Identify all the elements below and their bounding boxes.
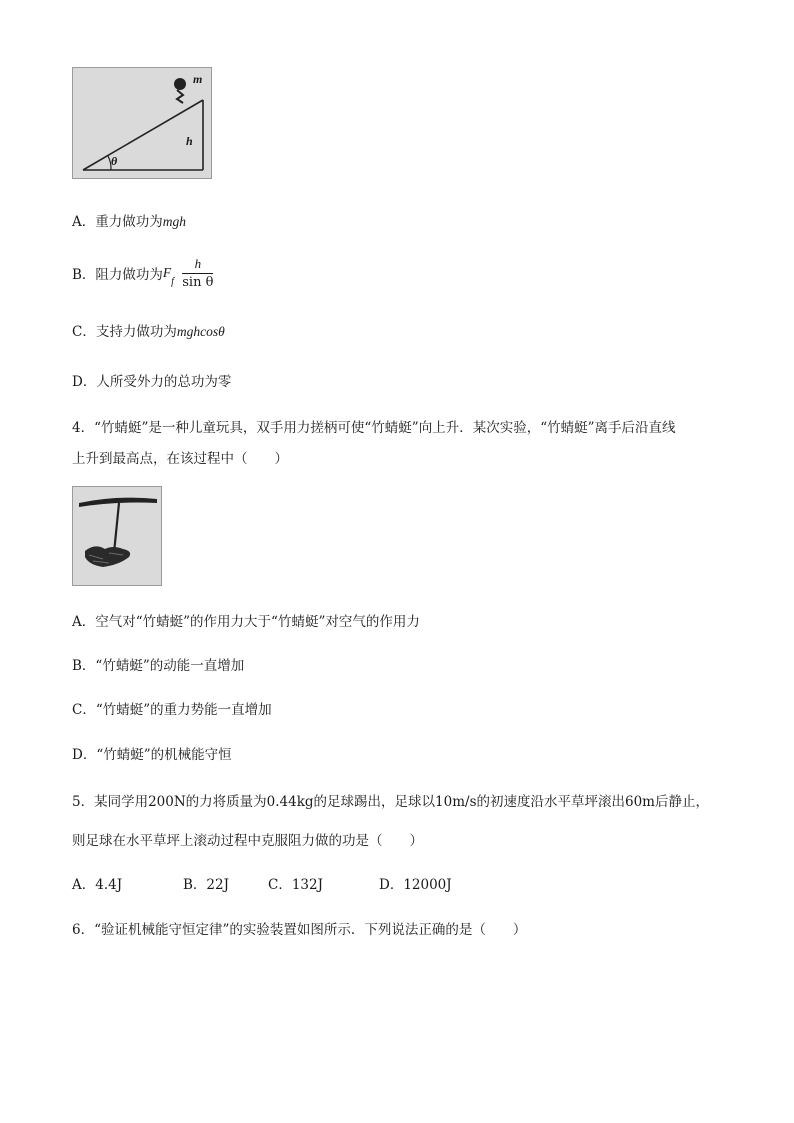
- q5-option-c: C．132J: [268, 877, 324, 893]
- q3-option-c: [72, 320, 225, 340]
- q5-stem-line2: 则足球在水平草坪上滚动过程中克服阻力做的功是（ ）: [72, 833, 423, 849]
- incline-figure: [72, 67, 212, 179]
- q5-option-a: A．4.4J: [72, 877, 123, 893]
- propeller-stick: [114, 503, 119, 553]
- q4-stem-line2: 上升到最高点，在该过程中（ ）: [72, 451, 288, 467]
- q3-option-d-text: D．人所受外力的总功为零: [72, 374, 232, 390]
- mass-label: m: [193, 72, 203, 86]
- q3-option-b-sub: f: [171, 276, 174, 288]
- q5-option-b: B．22J: [183, 877, 230, 893]
- q3-option-a: [72, 210, 186, 230]
- q4-option-d: D．“竹蜻蜓”的机械能守恒: [72, 747, 232, 763]
- q3-option-b-fraction: [182, 256, 213, 290]
- person-body: [177, 90, 183, 103]
- q4-stem-line1: 4．“竹蜻蜓”是一种儿童玩具，双手用力搓柄可使“竹蜻蜓”向上升．某次实验，“竹蜻蜓”离手后沿直线: [72, 420, 676, 436]
- incline-slope: [83, 100, 203, 170]
- q3-option-a-math: mgh: [162, 214, 186, 229]
- q3-option-b: [72, 256, 213, 290]
- q3-option-c-math: mghcosθ: [176, 324, 225, 339]
- hands-shape: [85, 546, 130, 567]
- q3-option-b-force: F: [162, 265, 172, 280]
- q6-stem-line1: 6．“验证机械能守恒定律”的实验装置如图所示．下列说法正确的是（ ）: [72, 922, 527, 938]
- fraction-denominator: sin θ: [182, 275, 214, 290]
- q5-stem-line1: 5．某同学用200N的力将质量为0.44kg的足球踢出，足球以10m/s的初速度沿水平草坪滚出60m后静止，: [72, 794, 709, 810]
- q3-option-b-text: B．阻力做功为: [72, 267, 163, 283]
- bamboo-dragonfly-figure: [72, 486, 162, 586]
- height-label: h: [186, 134, 193, 148]
- bamboo-dragonfly-drawing: [73, 487, 161, 585]
- angle-label: θ: [111, 154, 118, 168]
- q4-option-a: A．空气对“竹蜻蜓”的作用力大于“竹蜻蜓”对空气的作用力: [72, 614, 420, 630]
- incline-diagram: [73, 68, 211, 178]
- q4-option-c: C．“竹蜻蜓”的重力势能一直增加: [72, 702, 272, 718]
- q5-option-d: D．12000J: [379, 877, 452, 893]
- q3-option-a-text: A．重力做功为: [72, 214, 163, 230]
- fraction-numerator: h: [182, 256, 213, 274]
- q3-option-c-text: C．支持力做功为: [72, 324, 177, 340]
- person-head: [174, 78, 186, 90]
- q3-option-d: [72, 370, 231, 390]
- q4-option-b: B．“竹蜻蜓”的动能一直增加: [72, 658, 245, 674]
